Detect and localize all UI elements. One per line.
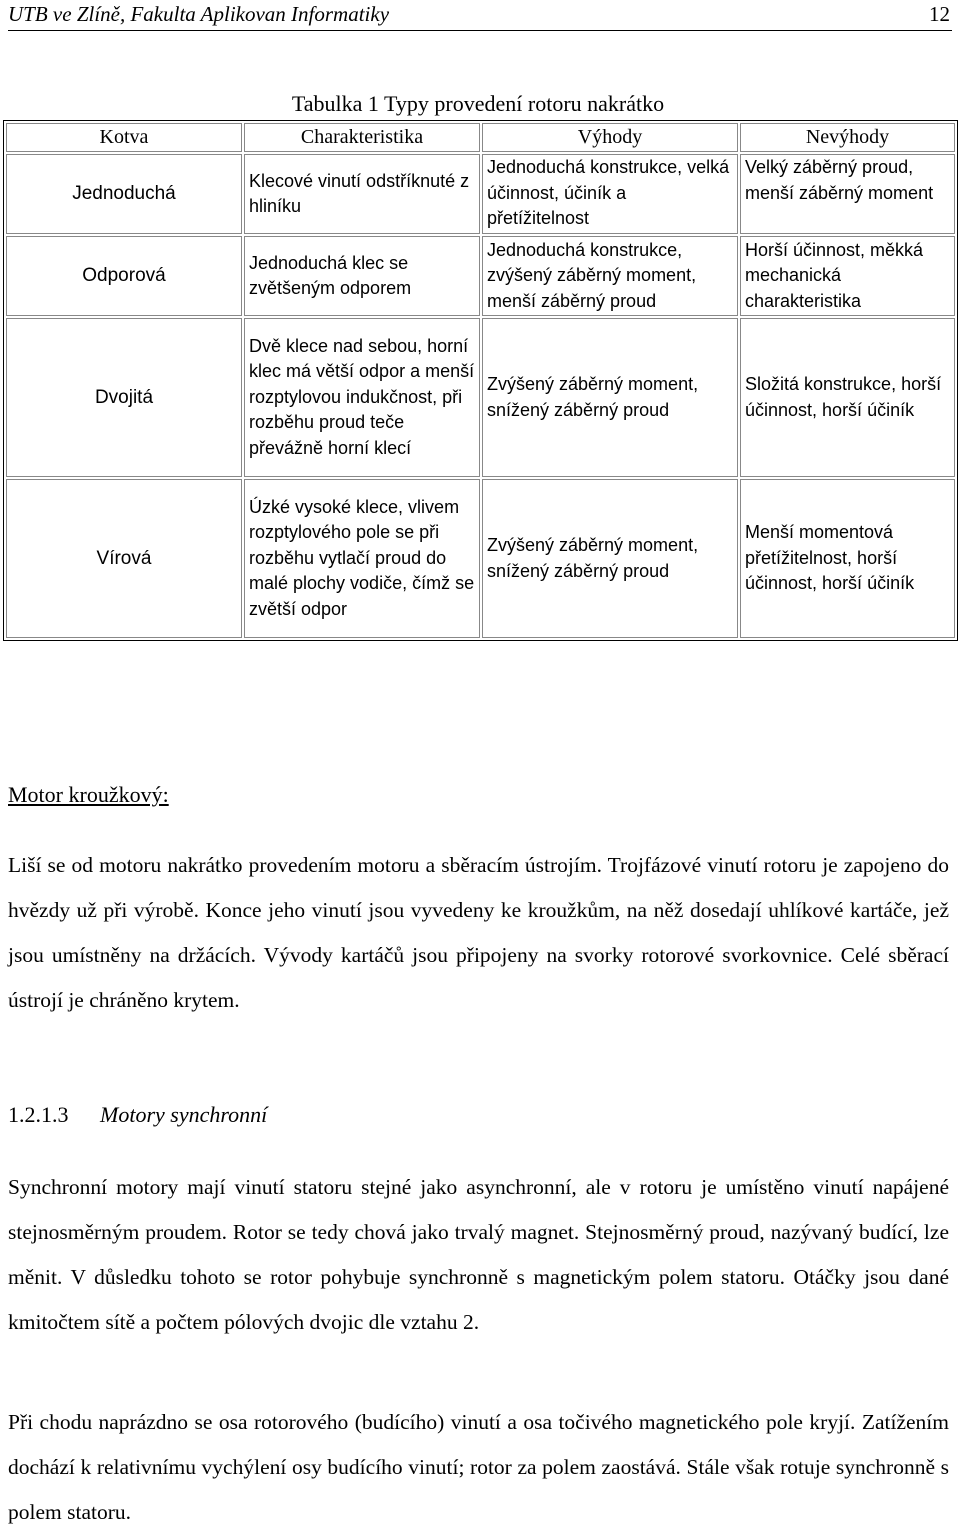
cell-vyhody: Zvýšený záběrný moment, snížený záběrný proud: [482, 479, 738, 638]
table-row: [6, 236, 955, 316]
cell-vyhody: Zvýšený záběrný moment, snížený záběrný proud: [482, 318, 738, 477]
subsection-number: 1.2.1.3: [8, 1102, 69, 1127]
table-row: [6, 479, 955, 638]
paragraph-synchronni-2: Při chodu naprázdno se osa rotorového (budícího) vinutí a osa točivého magnetického pole kryjí. Zatížením dochází k relativnímu vychýlení osy budícího vinutí; rotor za polem zaostává. Stále však rotuje synchronně s polem statoru.: [8, 1410, 949, 1524]
cell-charakteristika: Klecové vinutí odstříknuté z hliníku: [244, 154, 480, 234]
table-header-row: [6, 123, 955, 152]
subsection-heading: [8, 1100, 267, 1130]
cell-nevyhody: Složitá konstrukce, horší účinnost, horší účiník: [740, 318, 955, 477]
cell-charakteristika: Jednoduchá klec se zvětšeným odporem: [244, 236, 480, 316]
cell-vyhody: Jednoduchá konstrukce, velká účinnost, účiník a přetížitelnost: [482, 154, 738, 234]
table-row: [6, 318, 955, 477]
subsection-title: Motory synchronní: [100, 1102, 268, 1127]
paragraph-krouzkovy: Liší se od motoru nakrátko provedením motoru a sběracím ústrojím. Trojfázové vinutí rotoru je zapojeno do hvězdy už při výrobě. Konce jeho vinutí jsou vyvedeny ke kroužkům, na něž dosedají uhlíkové kartáče, jež jsou umístněny na držácích. Vývody kartáčů jsou připojeny na svorky rotorové svorkovnice. Celé sběrací ústrojí je chráněno krytem.: [8, 853, 949, 1012]
cell-kotva: Dvojitá: [6, 318, 242, 477]
cell-charakteristika: Úzké vysoké klece, vlivem rozptylového pole se při rozběhu vytlačí proud do malé plochy vodiče, čímž se zvětší odpor: [244, 479, 480, 638]
cell-vyhody: Jednoduchá konstrukce, zvýšený záběrný moment, menší záběrný proud: [482, 236, 738, 316]
column-header-kotva: Kotva: [6, 123, 242, 152]
table-row: [6, 154, 955, 234]
cell-kotva: Odporová: [6, 236, 242, 316]
column-header-charakteristika: Charakteristika: [244, 123, 480, 152]
cell-kotva: Vírová: [6, 479, 242, 638]
cell-nevyhody: Horší účinnost, měkká mechanická charakteristika: [740, 236, 955, 316]
running-header: [8, 0, 952, 31]
rotor-types-table: [3, 120, 958, 641]
cell-charakteristika: Dvě klece nad sebou, horní klec má větší odpor a menší rozptylovou indukčnost, při rozběhu proud teče převážně horní klecí: [244, 318, 480, 477]
cell-nevyhody: Velký záběrný proud, menší záběrný moment: [740, 154, 955, 234]
paragraph-synchronni-1: Synchronní motory mají vinutí statoru stejné jako asynchronní, ale v rotoru je umístěno vinutí napájené stejnosměrným proudem. Rotor se tedy chová jako trvalý magnet. Stejnosměrný proud, nazývaný budící, lze měnit. V důsledku tohoto se rotor pohybuje synchronně s magnetickým polem statoru. Otáčky jsou dané kmitočtem sítě a počtem pólových dvojic dle vztahu 2.: [8, 1175, 949, 1334]
table-caption: Tabulka 1 Typy provedení rotoru nakrátko: [291, 91, 665, 116]
document-title: UTB ve Zlíně, Fakulta Aplikovan Informatiky: [8, 2, 390, 26]
section-heading-krouzkovy: Motor kroužkový:: [8, 782, 169, 807]
column-header-nevyhody: Nevýhody: [740, 123, 955, 152]
cell-nevyhody: Menší momentová přetížitelnost, horší účinnost, horší účiník: [740, 479, 955, 638]
page-number: 12: [929, 2, 950, 26]
cell-kotva: Jednoduchá: [6, 154, 242, 234]
column-header-vyhody: Výhody: [482, 123, 738, 152]
